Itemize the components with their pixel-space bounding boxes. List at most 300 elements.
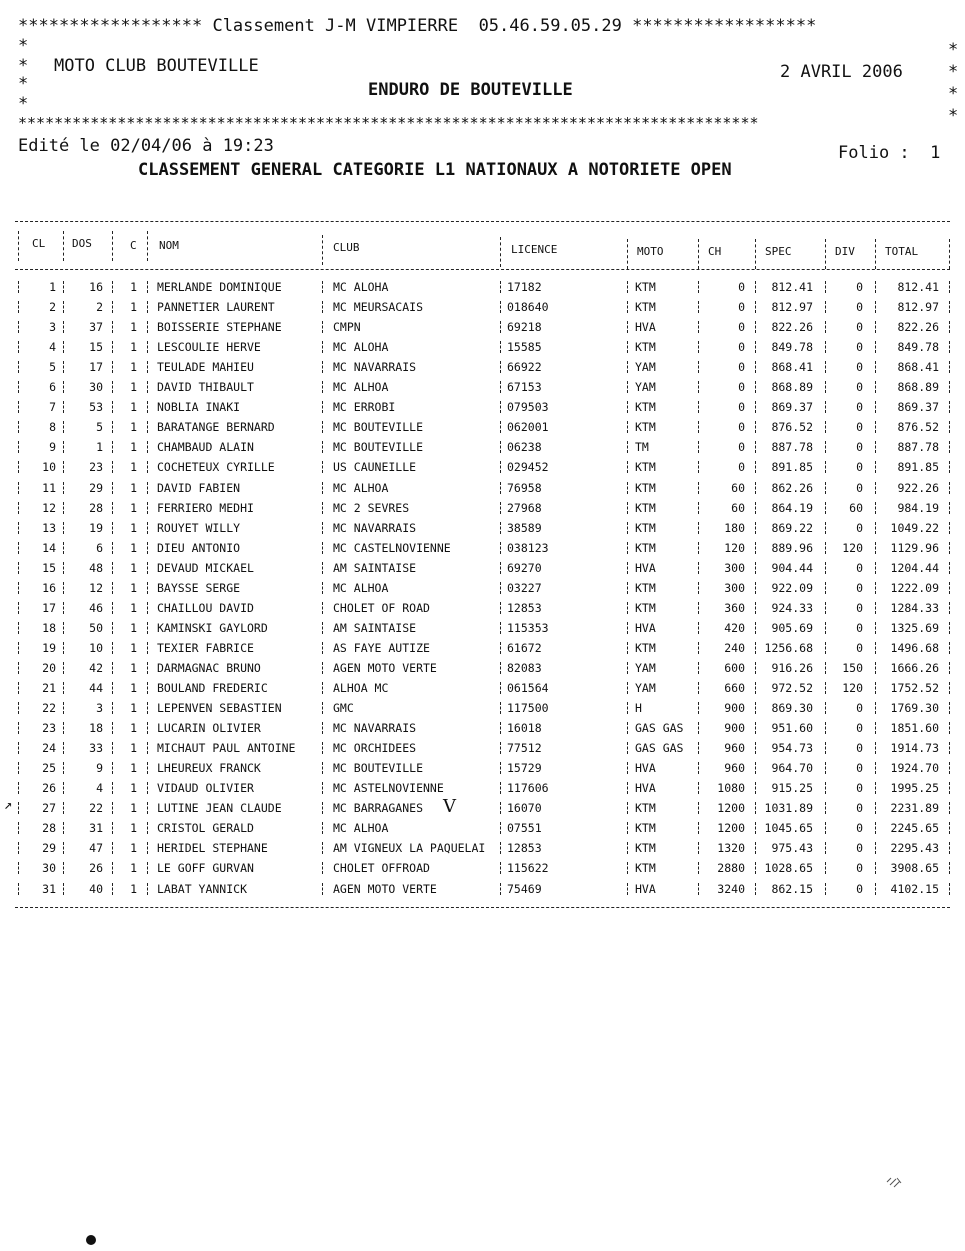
cell-dos: 46: [89, 600, 103, 615]
column-divider: [755, 522, 756, 534]
column-divider: [627, 441, 628, 453]
column-divider: [949, 702, 950, 714]
column-divider: [500, 622, 501, 634]
cell-licence: 03227: [507, 580, 542, 595]
column-divider: [698, 702, 699, 714]
table-bottom-rule: [15, 907, 950, 908]
banner-top-line: ****************** Classement J-M VIMPIERRE 05.46.59.05.29 ******************: [18, 16, 817, 36]
cell-nom: DEVAUD MICKAEL: [157, 560, 254, 575]
table-row: [15, 538, 950, 558]
cell-club: AM SAINTAISE: [333, 560, 417, 575]
column-divider: [147, 602, 148, 614]
column-divider: [698, 301, 699, 313]
column-divider: [755, 582, 756, 594]
column-divider: [18, 542, 19, 554]
cell-nom: TEULADE MAHIEU: [157, 360, 254, 375]
column-divider: [63, 341, 64, 353]
column-divider: [755, 642, 756, 654]
column-divider: [18, 562, 19, 574]
cell-nom: DIEU ANTONIO: [157, 540, 241, 555]
cell-nom: BOULAND FREDERIC: [157, 681, 268, 695]
col-header-cl: CL: [32, 237, 46, 250]
column-divider: [949, 502, 950, 514]
cell-total: 1914.73: [890, 741, 939, 756]
column-divider: [322, 421, 323, 433]
column-divider: [755, 722, 756, 734]
table-row: [15, 377, 950, 397]
cell-total: 876.52: [897, 420, 939, 435]
column-divider: [322, 341, 323, 353]
column-divider: [627, 401, 628, 413]
banner-star-left: *: [18, 94, 29, 114]
column-divider: [755, 441, 756, 453]
column-divider: [147, 461, 148, 473]
check-mark: V: [443, 796, 456, 817]
cell-div: 0: [856, 620, 863, 635]
column-divider: [698, 461, 699, 473]
column-divider: [147, 883, 148, 895]
cell-licence: 062001: [507, 420, 549, 435]
cell-ch: 900: [724, 721, 745, 736]
cell-nom: BOISSERIE STEPHANE: [157, 320, 282, 335]
column-divider: [112, 321, 113, 333]
column-divider: [500, 281, 501, 293]
cell-moto: YAM: [635, 660, 656, 675]
cell-moto: KTM: [635, 600, 656, 615]
cell-nom: LEPENVEN SEBASTIEN: [157, 701, 282, 716]
column-divider: [949, 341, 950, 353]
column-divider: [112, 862, 113, 874]
cell-nom: LABAT YANNICK: [157, 881, 248, 896]
cell-spec: 905.69: [771, 620, 813, 635]
column-divider: [322, 682, 323, 694]
cell-spec: 868.41: [771, 360, 813, 375]
table-row: [15, 518, 950, 538]
cell-moto: KTM: [635, 340, 656, 355]
cell-cl: 16: [42, 580, 56, 595]
column-divider: [875, 461, 876, 473]
cell-moto: HVA: [635, 620, 656, 635]
column-divider: [322, 702, 323, 714]
cell-total: 1496.68: [890, 640, 939, 655]
column-divider: [755, 321, 756, 333]
column-divider: [825, 702, 826, 714]
cell-c: 1: [130, 741, 137, 756]
column-divider: [147, 401, 148, 413]
cell-dos: 18: [89, 721, 103, 736]
cell-ch: 1200: [717, 821, 745, 836]
column-divider: [755, 461, 756, 473]
col-header-moto: MOTO: [637, 245, 664, 258]
column-divider: [322, 482, 323, 494]
cell-club: ALHOA MC: [333, 681, 389, 695]
column-divider: [825, 441, 826, 453]
cell-div: 0: [856, 360, 863, 375]
column-divider: [500, 441, 501, 453]
column-divider: [875, 642, 876, 654]
column-divider: [755, 742, 756, 754]
cell-div: 0: [856, 300, 863, 315]
column-divider: [949, 802, 950, 814]
margin-arrow-icon: ↗: [4, 797, 13, 813]
cell-moto: YAM: [635, 681, 656, 695]
column-divider: [875, 421, 876, 433]
cell-nom: MERLANDE DOMINIQUE: [157, 280, 282, 294]
cell-ch: 240: [724, 640, 745, 655]
cell-div: 0: [856, 580, 863, 595]
table-row: [15, 598, 950, 618]
cell-cl: 17: [42, 600, 56, 615]
column-divider: [875, 622, 876, 634]
column-divider: [147, 702, 148, 714]
column-divider: [627, 542, 628, 554]
column-divider: [500, 802, 501, 814]
table-row: [15, 397, 950, 417]
column-divider: [500, 321, 501, 333]
table-row: [15, 357, 950, 377]
cell-moto: KTM: [635, 841, 656, 856]
col-header-ch: CH: [708, 245, 722, 258]
cell-dos: 42: [89, 660, 103, 675]
column-divider: [627, 361, 628, 373]
cell-ch: 660: [724, 681, 745, 695]
cell-nom: LUCARIN OLIVIER: [157, 721, 261, 736]
column-divider: [147, 341, 148, 353]
cell-dos: 33: [89, 741, 103, 756]
column-divider: [18, 762, 19, 774]
column-divider: [63, 702, 64, 714]
column-divider: [949, 622, 950, 634]
cell-licence: 15585: [507, 340, 542, 355]
cell-moto: HVA: [635, 761, 656, 776]
cell-div: 60: [849, 500, 863, 515]
column-divider: [18, 702, 19, 714]
column-divider: [949, 522, 950, 534]
column-divider: [18, 461, 19, 473]
column-divider: [949, 722, 950, 734]
cell-spec: 1031.89: [764, 801, 813, 816]
cell-ch: 960: [724, 741, 745, 756]
cell-licence: 07551: [507, 821, 542, 836]
column-divider: [698, 421, 699, 433]
cell-ch: 900: [724, 701, 745, 716]
column-divider: [18, 682, 19, 694]
cell-club: MC BOUTEVILLE: [333, 761, 424, 776]
column-divider: [949, 401, 950, 413]
cell-club: MC NAVARRAIS: [333, 520, 417, 535]
column-divider: [949, 461, 950, 473]
column-divider: [322, 361, 323, 373]
column-divider: [112, 341, 113, 353]
cell-spec: 887.78: [771, 440, 813, 455]
cell-spec: 1028.65: [764, 861, 813, 876]
cell-ch: 1200: [717, 801, 745, 816]
column-divider: [322, 522, 323, 534]
cell-total: 1851.60: [890, 721, 939, 736]
column-divider: [627, 522, 628, 534]
cell-spec: 862.26: [771, 480, 813, 495]
column-divider: [112, 622, 113, 634]
banner-star-right: *: [948, 62, 959, 82]
column-divider: [18, 662, 19, 674]
column-divider: [112, 702, 113, 714]
column-divider: [825, 682, 826, 694]
header-divider: [147, 231, 148, 261]
cell-c: 1: [130, 460, 137, 475]
cell-dos: 31: [89, 821, 103, 836]
column-divider: [698, 321, 699, 333]
column-divider: [627, 862, 628, 874]
column-divider: [627, 381, 628, 393]
cell-div: 0: [856, 380, 863, 395]
cell-nom: BARATANGE BERNARD: [157, 420, 275, 435]
column-divider: [147, 802, 148, 814]
column-divider: [755, 381, 756, 393]
cell-licence: 15729: [507, 761, 542, 776]
column-divider: [755, 822, 756, 834]
column-divider: [18, 361, 19, 373]
column-divider: [949, 883, 950, 895]
cell-div: 0: [856, 420, 863, 435]
column-divider: [949, 321, 950, 333]
cell-ch: 0: [738, 460, 745, 475]
cell-nom: NOBLIA INAKI: [157, 400, 241, 415]
column-divider: [18, 862, 19, 874]
cell-div: 0: [856, 400, 863, 415]
column-divider: [627, 461, 628, 473]
cell-cl: 14: [42, 540, 56, 555]
cell-dos: 44: [89, 681, 103, 695]
cell-spec: 951.60: [771, 721, 813, 736]
cell-cl: 12: [42, 500, 56, 515]
column-divider: [63, 461, 64, 473]
table-row: [15, 678, 950, 698]
cell-spec: 869.22: [771, 520, 813, 535]
column-divider: [147, 842, 148, 854]
cell-cl: 23: [42, 721, 56, 736]
cell-c: 1: [130, 360, 137, 375]
column-divider: [949, 642, 950, 654]
column-divider: [112, 662, 113, 674]
cell-ch: 0: [738, 400, 745, 415]
cell-ch: 0: [738, 300, 745, 315]
column-divider: [322, 461, 323, 473]
column-divider: [18, 582, 19, 594]
column-divider: [322, 502, 323, 514]
cell-div: 120: [842, 540, 863, 555]
cell-ch: 3240: [717, 881, 745, 896]
column-divider: [63, 642, 64, 654]
column-divider: [698, 782, 699, 794]
cell-div: 0: [856, 821, 863, 836]
cell-dos: 15: [89, 340, 103, 355]
column-divider: [147, 862, 148, 874]
cell-licence: 67153: [507, 380, 542, 395]
cell-moto: KTM: [635, 280, 656, 294]
column-divider: [949, 542, 950, 554]
cell-total: 4102.15: [890, 881, 939, 896]
table-row: [15, 277, 950, 297]
column-divider: [627, 562, 628, 574]
cell-div: 0: [856, 701, 863, 716]
column-divider: [627, 341, 628, 353]
column-divider: [825, 822, 826, 834]
column-divider: [627, 822, 628, 834]
cell-spec: 1045.65: [764, 821, 813, 836]
cell-club: MC BOUTEVILLE: [333, 440, 424, 455]
column-divider: [627, 301, 628, 313]
cell-total: 1666.26: [890, 660, 939, 675]
cell-club: MC ALOHA: [333, 280, 389, 294]
table-row: [15, 317, 950, 337]
column-divider: [825, 482, 826, 494]
column-divider: [825, 662, 826, 674]
column-divider: [949, 842, 950, 854]
cell-nom: TEXIER FABRICE: [157, 640, 254, 655]
column-divider: [627, 321, 628, 333]
banner-star-right: *: [948, 106, 959, 126]
column-divider: [147, 662, 148, 674]
column-divider: [322, 762, 323, 774]
column-divider: [825, 602, 826, 614]
cell-moto: GAS GAS: [635, 741, 684, 756]
column-divider: [949, 582, 950, 594]
column-divider: [875, 542, 876, 554]
column-divider: [112, 361, 113, 373]
cell-nom: LE GOFF GURVAN: [157, 861, 254, 876]
column-divider: [698, 502, 699, 514]
col-header-club: CLUB: [333, 241, 360, 254]
column-divider: [949, 301, 950, 313]
column-divider: [825, 782, 826, 794]
cell-spec: 891.85: [771, 460, 813, 475]
cell-moto: KTM: [635, 801, 656, 816]
cell-club: MC 2 SEVRES: [333, 500, 410, 515]
cell-ch: 60: [731, 500, 745, 515]
cell-cl: 10: [42, 460, 56, 475]
cell-moto: KTM: [635, 480, 656, 495]
column-divider: [18, 883, 19, 895]
column-divider: [147, 562, 148, 574]
column-divider: [698, 401, 699, 413]
cell-spec: 812.41: [771, 280, 813, 294]
cell-licence: 16070: [507, 801, 542, 816]
banner-star-right: *: [948, 40, 959, 60]
column-divider: [627, 281, 628, 293]
table-row: [15, 658, 950, 678]
column-divider: [949, 682, 950, 694]
cell-moto: KTM: [635, 300, 656, 315]
column-divider: [112, 642, 113, 654]
cell-ch: 300: [724, 560, 745, 575]
cell-div: 0: [856, 741, 863, 756]
cell-ch: 0: [738, 380, 745, 395]
table-top-rule: [15, 221, 950, 222]
cell-total: 869.37: [897, 400, 939, 415]
cell-nom: CHAILLOU DAVID: [157, 600, 254, 615]
cell-licence: 115353: [507, 620, 549, 635]
header-bottom-rule: [15, 269, 950, 270]
col-header-total: TOTAL: [885, 245, 919, 258]
column-divider: [63, 441, 64, 453]
column-divider: [112, 722, 113, 734]
column-divider: [698, 742, 699, 754]
cell-c: 1: [130, 400, 137, 415]
table-row: [15, 858, 950, 878]
column-divider: [825, 802, 826, 814]
cell-spec: 904.44: [771, 560, 813, 575]
column-divider: [18, 321, 19, 333]
cell-licence: 66922: [507, 360, 542, 375]
cell-nom: DAVID FABIEN: [157, 480, 241, 495]
column-divider: [825, 522, 826, 534]
column-divider: [698, 762, 699, 774]
column-divider: [755, 842, 756, 854]
column-divider: [627, 802, 628, 814]
column-divider: [147, 502, 148, 514]
column-divider: [500, 862, 501, 874]
cell-club: AGEN MOTO VERTE: [333, 660, 437, 675]
cell-dos: 37: [89, 320, 103, 335]
column-divider: [755, 421, 756, 433]
cell-c: 1: [130, 721, 137, 736]
table-row: [15, 457, 950, 477]
column-divider: [755, 401, 756, 413]
cell-club: MC BOUTEVILLE: [333, 420, 424, 435]
column-divider: [322, 542, 323, 554]
header-divider: [698, 239, 699, 269]
cell-licence: 69218: [507, 320, 542, 335]
cell-total: 3908.65: [890, 861, 939, 876]
cell-total: 868.89: [897, 380, 939, 395]
cell-dos: 3: [96, 701, 103, 716]
column-divider: [500, 421, 501, 433]
column-divider: [949, 281, 950, 293]
cell-licence: 115622: [507, 861, 549, 876]
column-divider: [112, 542, 113, 554]
cell-moto: YAM: [635, 380, 656, 395]
cell-spec: 822.26: [771, 320, 813, 335]
column-divider: [147, 321, 148, 333]
table-row: [15, 838, 950, 858]
column-divider: [63, 321, 64, 333]
column-divider: [18, 482, 19, 494]
header-divider: [500, 237, 501, 267]
column-divider: [500, 682, 501, 694]
page-title: CLASSEMENT GENERAL CATEGORIE L1 NATIONAUX A NOTORIETE OPEN: [138, 160, 732, 180]
column-divider: [500, 502, 501, 514]
cell-div: 0: [856, 841, 863, 856]
column-divider: [875, 682, 876, 694]
column-divider: [147, 361, 148, 373]
column-divider: [627, 421, 628, 433]
cell-dos: 9: [96, 761, 103, 776]
cell-nom: MICHAUT PAUL ANTOINE: [157, 741, 296, 756]
cell-licence: 76958: [507, 480, 542, 495]
column-divider: [949, 782, 950, 794]
column-divider: [825, 862, 826, 874]
column-divider: [875, 341, 876, 353]
column-divider: [698, 862, 699, 874]
cell-total: 984.19: [897, 500, 939, 515]
cell-cl: 11: [42, 480, 56, 495]
column-divider: [755, 482, 756, 494]
column-divider: [147, 722, 148, 734]
column-divider: [755, 782, 756, 794]
header-divider: [18, 231, 19, 261]
column-divider: [112, 381, 113, 393]
table-row: [15, 738, 950, 758]
